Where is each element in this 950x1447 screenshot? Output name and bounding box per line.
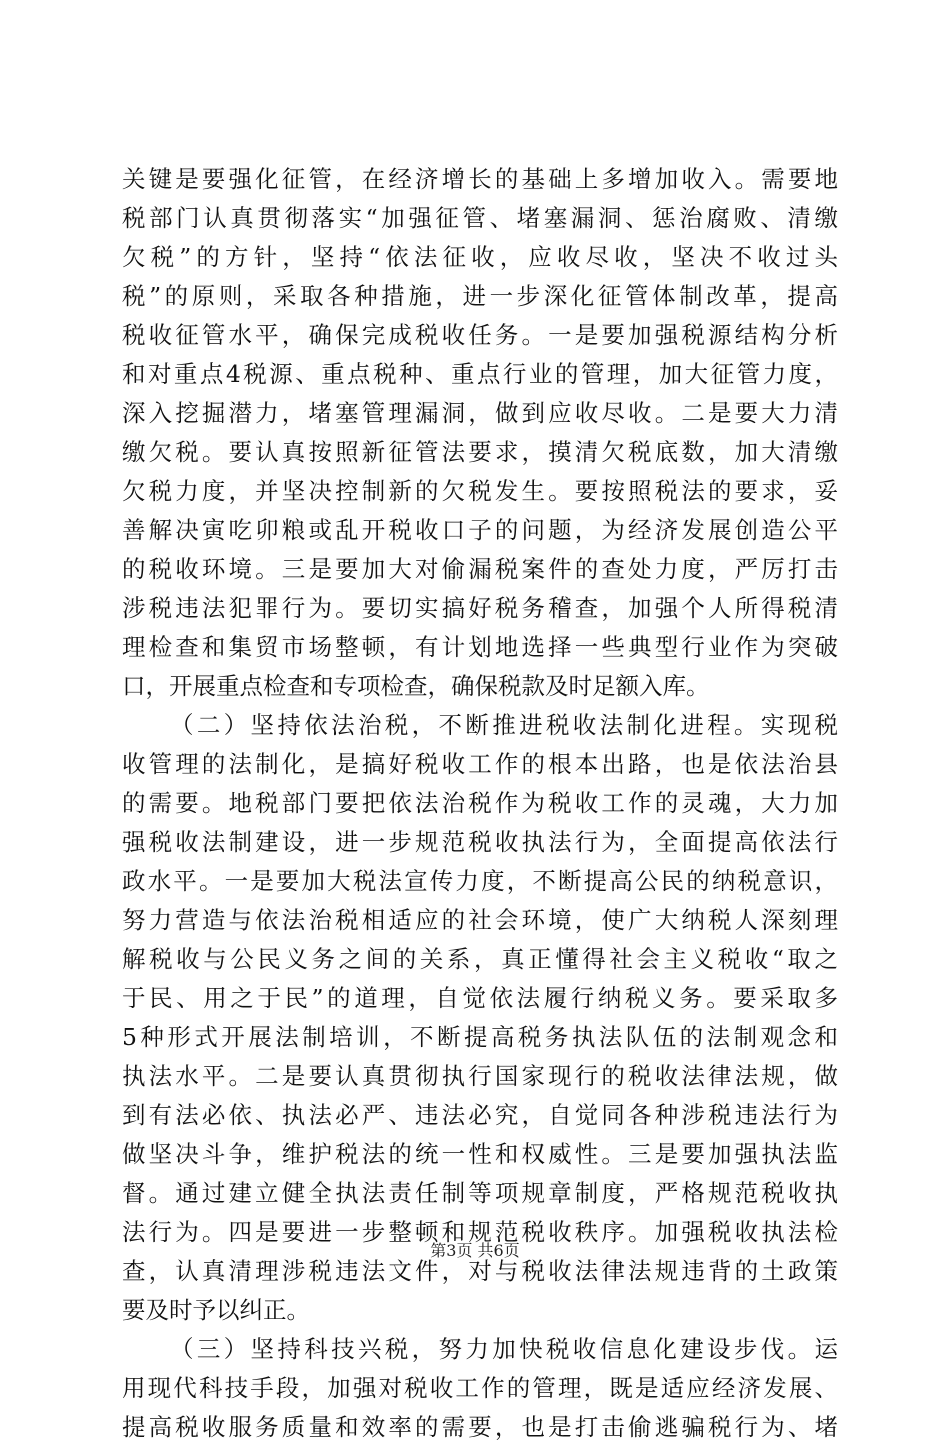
text-line: 的税收环境。三是要加大对偷漏税案件的查处力度，严厉打击	[122, 555, 838, 583]
text-line: 5种形式开展法制培训，不断提高税务执法队伍的法制观念和	[122, 1023, 838, 1051]
text-line: 执法水平。二是要认真贯彻执行国家现行的税收法律法规，做	[122, 1062, 838, 1090]
text-line: 于民、用之于民”的道理，自觉依法履行纳税义务。要采取多	[122, 984, 838, 1012]
text-line: 缴欠税。要认真按照新征管法要求，摸清欠税底数，加大清缴	[122, 438, 838, 466]
page-number-footer: 第3页 共6页	[430, 1241, 520, 1260]
text-line: 理检查和集贸市场整顿，有计划地选择一些典型行业作为突破	[122, 633, 838, 661]
text-line: （三）坚持科技兴税，努力加快税收信息化建设步伐。运	[170, 1335, 838, 1363]
text-line: 督。通过建立健全执法责任制等项规章制度，严格规范税收执	[122, 1179, 838, 1207]
text-line: 做坚决斗争，维护税法的统一性和权威性。三是要加强执法监	[122, 1140, 838, 1168]
text-line: 努力营造与依法治税相适应的社会环境，使广大纳税人深刻理	[122, 906, 838, 934]
text-line: 涉税违法犯罪行为。要切实搞好税务稽查，加强个人所得税清	[122, 594, 838, 622]
text-line: 和对重点4税源、重点税种、重点行业的管理，加大征管力度，	[122, 360, 838, 388]
text-line: 查，认真清理涉税违法文件，对与税收法律法规违背的土政策	[122, 1257, 838, 1285]
text-line: 收管理的法制化，是搞好税收工作的根本出路，也是依法治县	[122, 750, 838, 778]
text-line: 强税收法制建设，进一步规范税收执法行为，全面提高依法行	[122, 828, 838, 856]
text-line: 要及时予以纠正。	[122, 1296, 310, 1324]
text-line: 欠税力度，并坚决控制新的欠税发生。要按照税法的要求，妥	[122, 477, 838, 505]
text-line: （二）坚持依法治税，不断推进税收法制化进程。实现税	[170, 711, 838, 739]
text-line: 深入挖掘潜力，堵塞管理漏洞，做到应收尽收。二是要大力清	[122, 399, 838, 427]
text-line: 欠税”的方针，坚持“依法征收，应收尽收，坚决不收过头	[122, 243, 838, 271]
text-line: 到有法必依、执法必严、违法必究，自觉同各种涉税违法行为	[122, 1101, 838, 1129]
text-line: 用现代科技手段，加强对税收工作的管理，既是适应经济发展、	[122, 1374, 838, 1402]
text-line: 税”的原则，采取各种措施，进一步深化征管体制改革，提高	[122, 282, 838, 310]
text-line: 善解决寅吃卯粮或乱开税收口子的问题，为经济发展创造公平	[122, 516, 838, 544]
text-line: 政水平。一是要加大税法宣传力度，不断提高公民的纳税意识，	[122, 867, 838, 895]
text-line: 提高税收服务质量和效率的需要，也是打击偷逃骗税行为、堵	[122, 1413, 838, 1441]
text-line: 解税收与公民义务之间的关系，真正懂得社会主义税收“取之	[122, 945, 838, 973]
text-line: 关键是要强化征管，在经济增长的基础上多增加收入。需要地	[122, 165, 838, 193]
text-line: 法行为。四是要进一步整顿和规范税收秩序。加强税收执法检	[122, 1218, 838, 1246]
text-line: 口，开展重点检查和专项检查，确保税款及时足额入库。	[122, 672, 710, 700]
text-line: 的需要。地税部门要把依法治税作为税收工作的灵魂，大力加	[122, 789, 838, 817]
text-line: 税部门认真贯彻落实“加强征管、堵塞漏洞、惩治腐败、清缴	[122, 204, 838, 232]
text-line: 税收征管水平，确保完成税收任务。一是要加强税源结构分析	[122, 321, 838, 349]
